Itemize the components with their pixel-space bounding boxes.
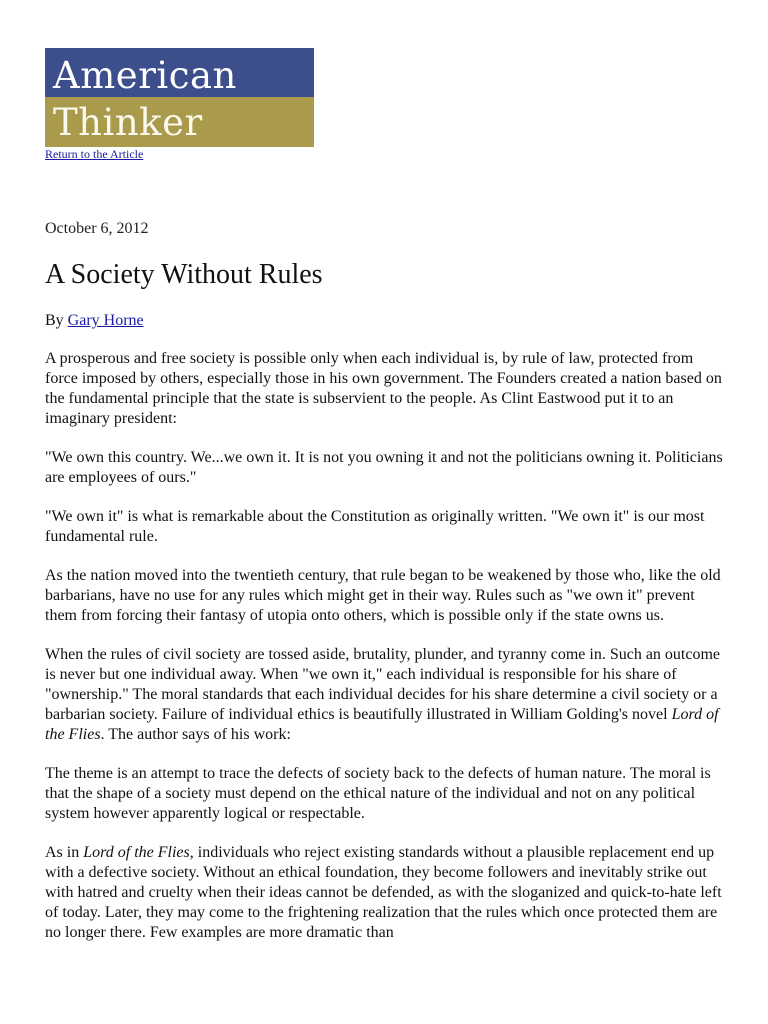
- logo-bottom-band: [45, 97, 314, 147]
- paragraph: [45, 566, 725, 626]
- paragraph-text: The theme is an attempt to trace the defects of society back to the defects of human nature. The moral is that the shape of a society must depend on the ethical nature of the individual and not on any political system however apparently logical or respectable.: [45, 765, 711, 822]
- logo-text-line1: American: [53, 54, 237, 97]
- paragraph-text: "We own it" is what is remarkable about the Constitution as originally written. "We own it" is our most fundamental rule.: [45, 508, 705, 545]
- paragraph: [45, 448, 725, 488]
- book-title: Lord of the Flies: [83, 844, 190, 861]
- paragraph-text: As in: [45, 844, 84, 861]
- logo-top-band: [45, 48, 314, 97]
- paragraph-text: As the nation moved into the twentieth century, that rule began to be weakened by those who, like the old barbarians, have no use for any rules which might get in their way. Rules such as "we own it" prevent them from forcing their fantasy of utopia onto others, which is possible only if the state owns us.: [45, 567, 721, 624]
- paragraph: [45, 843, 725, 943]
- byline-prefix: By: [45, 312, 68, 329]
- logo-text-line2: Thinker: [53, 101, 203, 144]
- paragraph-text: , individuals who reject existing standards without a plausible replacement end up with a defective society. Without an ethical foundation, they become followers and inevitably strike out with hatred and cruelty when their ideas cannot be defended, as with the sloganized and quick-to-hate left of today. Later, they may come to the frightening realization that the rules which once protected them are no longer there. Few examples are more dramatic than: [45, 844, 722, 941]
- return-to-article-link[interactable]: Return to the Article: [45, 147, 144, 161]
- paragraph: [45, 645, 725, 745]
- article-date: October 6, 2012: [45, 220, 149, 237]
- paragraph: [45, 507, 725, 547]
- paragraph: [45, 764, 725, 824]
- article-title: A Society Without Rules: [45, 259, 323, 290]
- american-thinker-logo: [45, 48, 314, 147]
- book-title: Lord of the Flies: [45, 706, 719, 743]
- paragraph-text: A prosperous and free society is possible only when each individual is, by rule of law, protected from force imposed by others, especially those in his own government. The Founders created a nation based on the fundamental principle that the state is subservient to the people. As Clint Eastwood put it to an imaginary president:: [45, 350, 722, 427]
- article-body: [45, 349, 725, 962]
- paragraph-text: . The author says of his work:: [100, 726, 291, 743]
- author-link[interactable]: Gary Horne: [67, 312, 144, 329]
- paragraph: [45, 349, 725, 429]
- paragraph-text: When the rules of civil society are tossed aside, brutality, plunder, and tyranny come in. Such an outcome is never but one individual away. When "we own it," each individual is responsible for his share of "ownership." The moral standards that each individual decides for his share determine a civil society or a barbarian society. Failure of individual ethics is beautifully illustrated in William Golding's novel: [45, 646, 721, 723]
- paragraph-text: "We own this country. We...we own it. It is not you owning it and not the politicians owning it. Politicians are employees of ours.": [45, 449, 723, 486]
- byline: [45, 312, 144, 330]
